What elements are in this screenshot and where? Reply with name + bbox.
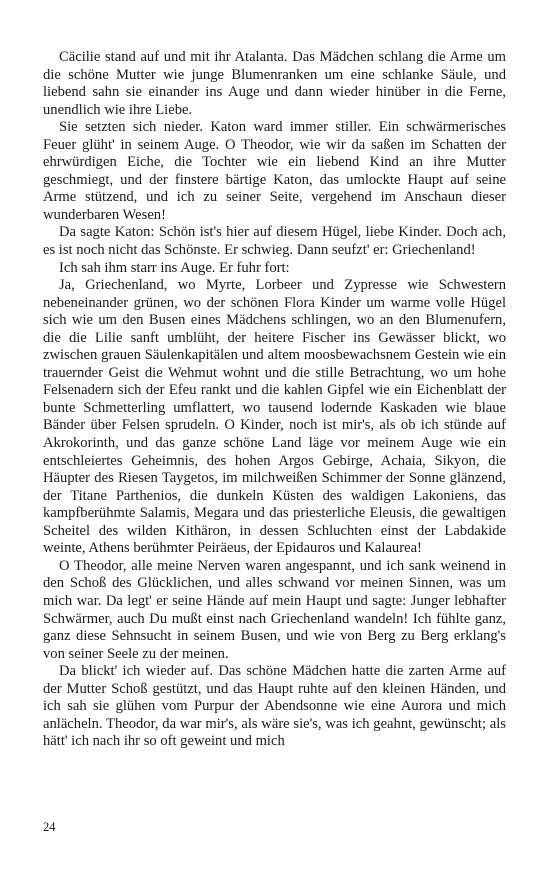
paragraph-3: Da sagte Katon: Schön ist's hier auf diesem Hügel, liebe Kinder. Doch ach, es ist noch nicht das Schönste. Er schwieg. Dann seufzt' er: Griechenland!: [43, 224, 506, 259]
paragraph-2: Sie setzten sich nieder. Katon ward immer stiller. Ein schwärmerisches Feuer glüht' in seinem Auge. O Theodor, wie wir da saßen im Schatten der ehrwürdigen Eiche, die Tochter wie ein liebend Kind an ihre Mutter geschmiegt, und der finstere bärtige Katon, das umlockte Haupt auf seine Arme stützend, und ich zu seiner Seite, vergehend im Anschaun dieser wunderbaren Wesen!: [43, 119, 506, 223]
paragraph-6: O Theodor, alle meine Nerven waren angespannt, und ich sank weinend in den Schoß des Glücklichen, und alles schwand vor meinen Sinnen, was um mich war. Da legt' er seine Hände auf mein Haupt und sagte: Junger lebhafter Schwärmer, auch Du mußt einst nach Griechenland wandeln! Ich fühlte ganz, ganz diese Sehnsucht in seinem Busen, und wie von Berg zu Berg erklang's von seiner Seele zu der meinen.: [43, 557, 506, 662]
page-number: 24: [43, 820, 56, 834]
paragraph-1: Cäcilie stand auf und mit ihr Atalanta. Das Mädchen schlang die Arme um die schöne Mutter wie junge Blumenranken um eine schlanke Säule, und liebend sahn sie einander ins Auge und dann wieder hinüber in die Ferne, unendlich wie ihre Liebe.: [43, 49, 506, 118]
page-body: [43, 49, 506, 751]
paragraph-7: Da blickt' ich wieder auf. Das schöne Mädchen hatte die zarten Arme auf der Mutter Schoß gestützt, und das Haupt ruhte auf den kleinen Händen, und ich sah sie glühen vom Purpur der Abendsonne wie eine Aurora und mich anlächeln. Theodor, da war mir's, als wäre sie's, was ich geahnt, gewünscht; als hätt' ich nach ihr so oft geweint und mich: [43, 663, 506, 750]
paragraph-5: Ja, Griechenland, wo Myrte, Lorbeer und Zypresse wie Schwestern nebeneinander grünen, wo der schönen Flora Kinder um warme volle Hügel sich wie um den Busen eines Mädchens schlingen, wo an den Blumenufern, die die Lilie sanft umblüht, der heitere Fischer ins Gewässer blickt, wo zwischen grauen Säulenkapitälen und altem moosbewachsnem Gestein wie ein trauernder Geist die Wehmut wohnt und die stille Betrachtung, wo um hohe Felsenadern sich der Efeu rankt und die kahlen Gipfel wie ein Eichenblatt der bunte Schmetterling umflattert, wo tausend lodernde Kaskaden wie blaue Bänder über Felsen sprudeln. O Kinder, noch ist mir's, als ob ich stünde auf Akrokorinth, und das ganze schöne Land läge vor meinem Auge wie ein entschleiertes Geheimnis, des hohen Argos Gebirge, Achaia, Sikyon, die Häupter des Riesen Taygetos, im milchweißen Schimmer der Sonne glänzend, der Titane Parthenios, die dunkeln Küsten des waldigen Lakoniens, das kampfberühmte Salamis, Megara und das priesterliche Eleusis, die gewaltigen Scheitel des wilden Kithäron, in dessen Schluchten einst der Labdakide weinte, Athens berühmter Peiräeus, der Epidauros und Kalaurea!: [43, 277, 506, 557]
paragraph-4: Ich sah ihm starr ins Auge. Er fuhr fort:: [59, 259, 290, 276]
